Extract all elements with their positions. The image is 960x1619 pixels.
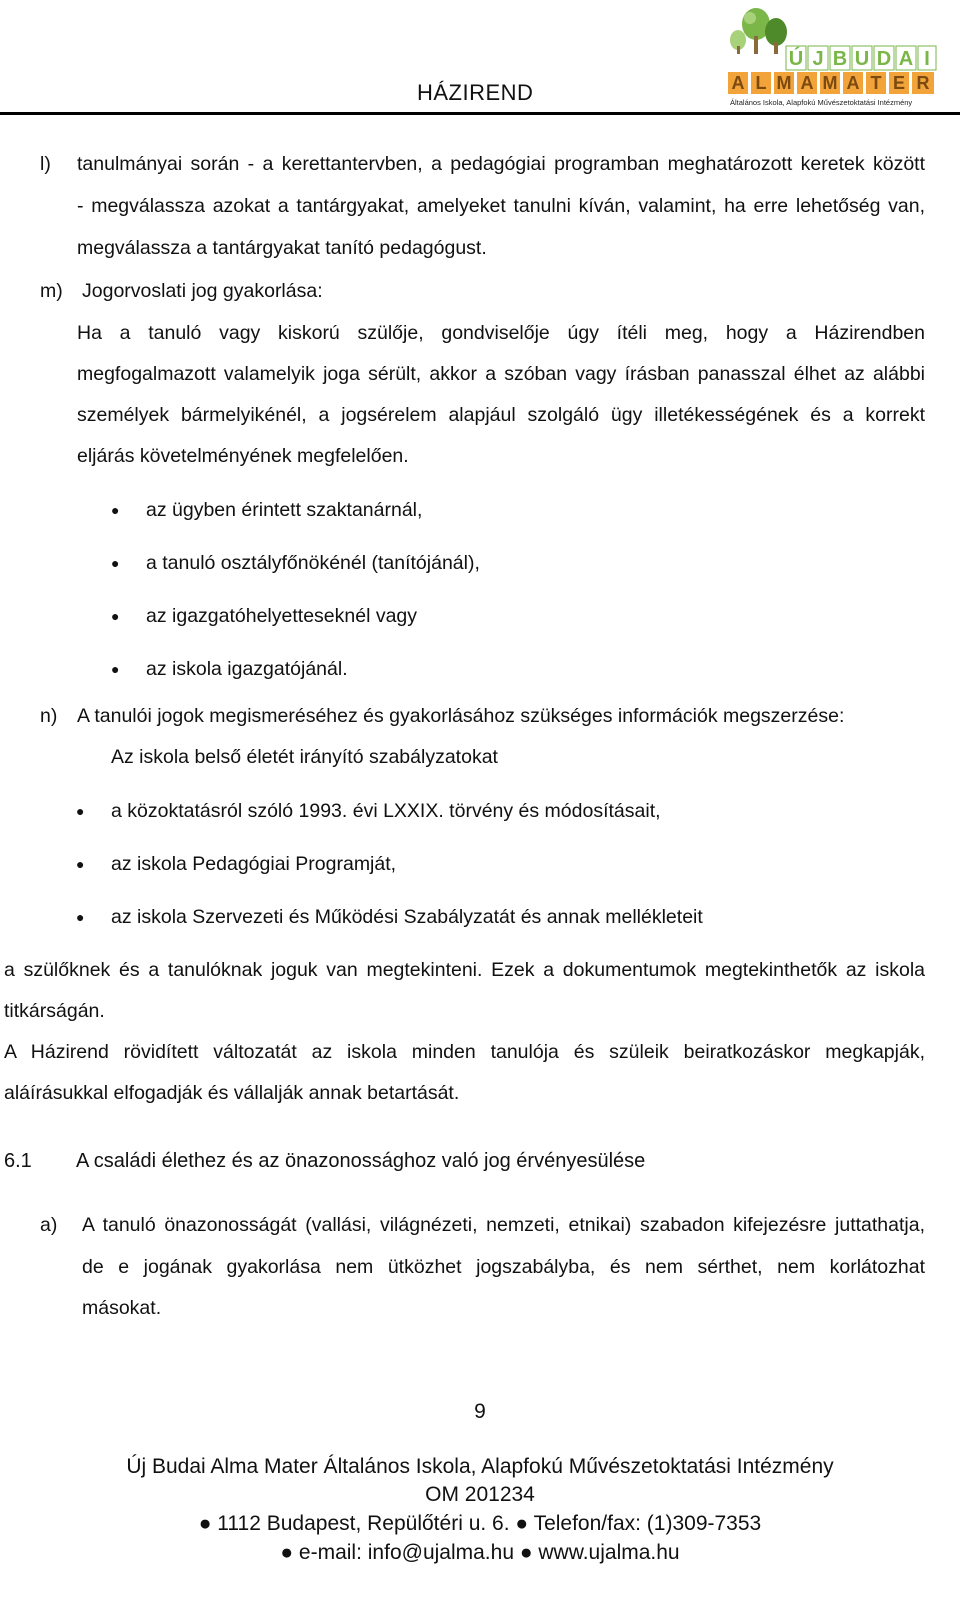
paragraph-line: A Házirend rövidített változatát az iskola minden tanulója és szüleik beiratkozáskor megkapják,	[4, 1041, 925, 1063]
logo-letter: L	[755, 73, 767, 93]
footer-contact-line	[0, 1512, 960, 1536]
list-item: az iskola Pedagógiai Programját,	[111, 853, 397, 875]
school-logo	[728, 6, 938, 110]
logo-letter: R	[916, 73, 930, 93]
item-m-line: eljárás követelményének megfelelően.	[77, 445, 409, 467]
bullet-icon: ●	[111, 661, 120, 677]
logo-letter: E	[892, 73, 906, 93]
paragraph-line: titkárságán.	[4, 1000, 105, 1022]
bullet-icon: ●	[198, 1512, 212, 1535]
logo-letter: A	[846, 73, 860, 93]
list-item: az iskola igazgatójánál.	[146, 658, 348, 680]
item-a-line: másokat.	[82, 1297, 162, 1319]
header-divider	[0, 112, 960, 115]
logo-letter: U	[854, 48, 870, 70]
bullet-icon: ●	[111, 608, 120, 624]
item-n-marker: n)	[40, 705, 58, 727]
paragraph-line: a szülőknek és a tanulóknak joguk van megtekinteni. Ezek a dokumentumok megtekinthetők az iskola	[4, 959, 925, 981]
bullet-icon: ●	[111, 502, 120, 518]
item-m-line: megfogalmazott valamelyik joga sérült, akkor a szóban vagy írásban panasszal élhet az alábbi	[77, 363, 925, 385]
footer-institution: Új Budai Alma Mater Általános Iskola, Alapfokú Művészetoktatási Intézmény	[126, 1455, 834, 1478]
logo-letter: A	[898, 48, 914, 70]
list-item: az igazgatóhelyetteseknél vagy	[146, 605, 418, 627]
item-n-subheading: Az iskola belső életét irányító szabályzatokat	[111, 746, 498, 768]
bullet-icon: ●	[111, 555, 120, 571]
item-a-line: de e jogának gyakorlása nem ütközhet jogszabályba, és nem sérthet, nem korlátozhat	[82, 1256, 925, 1278]
item-m-line: személyek bármelyikénél, a jogsérelem alapjául szolgáló ügy illetékességének és a korrekt	[77, 404, 925, 426]
item-m-marker: m)	[40, 280, 63, 302]
bullet-icon: ●	[76, 856, 85, 872]
logo-letter: D	[876, 48, 892, 70]
list-item: a tanuló osztályfőnökénél (tanítójánál),	[146, 552, 480, 574]
item-m-line: Ha a tanuló vagy kiskorú szülője, gondviselője úgy ítéli meg, hogy a Házirendben	[77, 322, 925, 344]
item-l-line: tanulmányai során - a kerettantervben, a pedagógiai programban meghatározott keretek között	[77, 153, 925, 175]
item-l-line: megválassza a tantárgyakat tanító pedagógust.	[77, 237, 487, 259]
logo-letter: B	[832, 48, 848, 70]
bullet-icon: ●	[280, 1541, 294, 1564]
section-title: A családi élethez és az önazonossághoz való jog érvényesülése	[76, 1150, 646, 1172]
footer-email[interactable]: e-mail: info@ujalma.hu	[298, 1541, 514, 1564]
item-l-line: - megválassza azokat a tantárgyakat, amelyeket tanulni kíván, valamint, ha erre lehetőség van,	[77, 195, 925, 217]
page-number: 9	[474, 1400, 486, 1423]
bullet-icon: ●	[515, 1512, 529, 1535]
logo-letter: A	[731, 73, 745, 93]
footer-web-line	[0, 1541, 960, 1565]
bullet-icon: ●	[76, 909, 85, 925]
item-a-marker: a)	[40, 1214, 58, 1236]
item-n-heading: A tanulói jogok megismeréséhez és gyakorlásához szükséges információk megszerzése:	[77, 705, 845, 727]
logo-letter: M	[822, 73, 838, 93]
bullet-icon: ●	[76, 803, 85, 819]
footer-om: OM 201234	[425, 1483, 535, 1506]
logo-letter: J	[812, 48, 824, 70]
logo-letter: A	[800, 73, 814, 93]
footer-address: 1112 Budapest, Repülőtéri u. 6.	[217, 1512, 510, 1535]
logo-letter: Ú	[788, 48, 804, 70]
list-item: az ügyben érintett szaktanárnál,	[146, 499, 423, 521]
tree-logo-icon	[728, 6, 938, 98]
section-number: 6.1	[4, 1150, 32, 1172]
item-l-marker: l)	[40, 153, 51, 175]
logo-letter: M	[776, 73, 792, 93]
paragraph-line: aláírásukkal elfogadják és vállalják annak betartását.	[4, 1082, 460, 1104]
logo-letter: T	[870, 73, 882, 93]
list-item: a közoktatásról szóló 1993. évi LXXIX. törvény és módosításait,	[111, 800, 661, 822]
header-title: HÁZIREND	[417, 80, 534, 105]
logo-letter: I	[924, 48, 930, 70]
footer-website[interactable]: www.ujalma.hu	[538, 1541, 680, 1564]
logo-caption: Általános Iskola, Alapfokú Művészetoktatási Intézmény	[730, 98, 913, 107]
item-m-heading: Jogorvoslati jog gyakorlása:	[82, 280, 323, 302]
footer-phone: Telefon/fax: (1)309-7353	[533, 1512, 762, 1535]
bullet-icon: ●	[519, 1541, 533, 1564]
item-a-line: A tanuló önazonosságát (vallási, világnézeti, nemzeti, etnikai) szabadon kifejezésre juttathatja,	[82, 1214, 925, 1236]
list-item: az iskola Szervezeti és Működési Szabályzatát és annak mellékleteit	[111, 906, 703, 928]
